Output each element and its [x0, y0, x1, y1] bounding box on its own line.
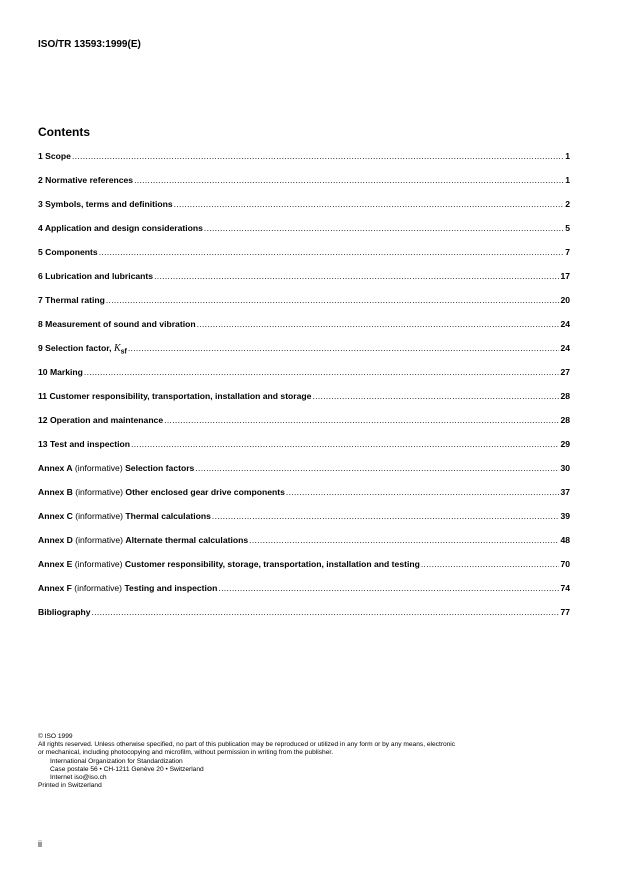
toc-page-number: 48 [560, 535, 570, 545]
toc-page-number: 2 [565, 199, 570, 209]
toc-page-number: 77 [560, 607, 570, 617]
copyright-line: © ISO 1999 [38, 733, 73, 740]
toc-page-number: 37 [560, 487, 570, 497]
internet-contact: Internet iso@iso.ch [50, 774, 107, 782]
toc-entry-title [38, 223, 203, 233]
toc-entry-text: 7 Thermal rating [38, 295, 105, 305]
annex-note: (informative) [72, 559, 125, 569]
contents-heading: Contents [38, 125, 90, 139]
toc-page-number: 28 [560, 415, 570, 425]
toc-entry[interactable] [38, 391, 570, 415]
toc-entry[interactable] [38, 535, 570, 559]
symbol-subscript: sf [120, 348, 127, 356]
toc-page-number: 74 [560, 583, 570, 593]
toc-entry-title [38, 535, 248, 545]
toc-entry[interactable] [38, 367, 570, 391]
annex-label: Annex E [38, 559, 73, 569]
toc-entry-title [38, 175, 133, 185]
symbol-k: K [113, 343, 121, 354]
toc-entry-text: 2 Normative references [38, 175, 134, 185]
toc-entry-text: 11 Customer responsibility, transportation, installation and storage [38, 391, 312, 401]
toc-entry[interactable] [38, 487, 570, 511]
toc-entry-text: 9 Selection factor, [38, 343, 114, 353]
leader-dots [72, 151, 564, 161]
toc-entry-text: Thermal calculations [125, 511, 211, 521]
toc-entry-title [38, 391, 311, 401]
leader-dots [195, 463, 559, 473]
annex-label: Annex D [38, 535, 73, 545]
leader-dots [212, 511, 560, 521]
toc-entry-title [38, 343, 127, 356]
organization-name: International Organization for Standardization [50, 757, 183, 765]
toc-entry-title [38, 199, 173, 209]
toc-entry-text: Testing and inspection [124, 583, 218, 593]
toc-entry-title [38, 367, 83, 377]
toc-page-number: 27 [560, 367, 570, 377]
toc-page-number: 5 [565, 223, 570, 233]
toc-entry[interactable] [38, 175, 570, 199]
toc-entry[interactable] [38, 511, 570, 535]
toc-page-number: 24 [560, 343, 570, 353]
annex-label: Annex F [38, 583, 72, 593]
leader-dots [312, 391, 559, 401]
annex-label: Annex B [38, 487, 73, 497]
toc-entry-text: 3 Symbols, terms and definitions [38, 199, 173, 209]
toc-entry[interactable] [38, 463, 570, 487]
document-id: ISO/TR 13593:1999(E) [38, 39, 141, 50]
toc-page-number: 7 [565, 247, 570, 257]
toc-entry[interactable] [38, 319, 570, 343]
leader-dots [84, 367, 560, 377]
annex-note: (informative) [71, 583, 125, 593]
toc-entry[interactable] [38, 343, 570, 367]
copyright-footer [38, 733, 583, 790]
toc-page-number: 70 [560, 559, 570, 569]
toc-entry-text: 4 Application and design considerations [38, 223, 203, 233]
annex-note: (informative) [72, 487, 126, 497]
toc-entry-text: Bibliography [38, 607, 91, 617]
leader-dots [128, 343, 560, 353]
leader-dots [99, 247, 565, 257]
table-of-contents [38, 151, 570, 631]
toc-entry-text: 5 Components [38, 247, 98, 257]
toc-entry-title [38, 415, 163, 425]
toc-entry-text: 13 Test and inspection [38, 439, 131, 449]
rights-line-1: All rights reserved. Unless otherwise specified, no part of this publication may be reproduced or utilized in any form or by any means, electronic [38, 741, 456, 749]
toc-entry-title [38, 607, 91, 617]
toc-entry-title [38, 319, 196, 329]
toc-page-number: 20 [560, 295, 570, 305]
toc-page-number: 17 [560, 271, 570, 281]
toc-entry-text: Selection factors [125, 463, 195, 473]
toc-entry-text: Other enclosed gear drive components [125, 487, 285, 497]
printed-in: Printed in Switzerland [38, 782, 102, 790]
toc-entry[interactable] [38, 559, 570, 583]
leader-dots [154, 271, 559, 281]
toc-entry-title [38, 247, 98, 257]
leader-dots [421, 559, 560, 569]
toc-entry[interactable] [38, 223, 570, 247]
toc-entry[interactable] [38, 247, 570, 271]
leader-dots [134, 175, 564, 185]
rights-line-2: or mechanical, including photocopying and microfilm, without permission in writing from the publisher. [38, 749, 334, 757]
annex-note: (informative) [72, 463, 126, 473]
toc-entry-text: Alternate thermal calculations [125, 535, 249, 545]
toc-entry[interactable] [38, 295, 570, 319]
toc-entry-title [38, 439, 130, 449]
leader-dots [106, 295, 560, 305]
annex-note: (informative) [72, 535, 126, 545]
toc-entry-text: 12 Operation and maintenance [38, 415, 164, 425]
leader-dots [197, 319, 560, 329]
leader-dots [92, 607, 560, 617]
toc-entry-title [38, 271, 153, 281]
toc-page-number: 24 [560, 319, 570, 329]
toc-entry-title [38, 559, 420, 569]
leader-dots [164, 415, 559, 425]
toc-entry-text: 6 Lubrication and lubricants [38, 271, 154, 281]
toc-entry[interactable] [38, 583, 570, 607]
toc-entry-title [38, 151, 71, 161]
toc-page-number: 29 [560, 439, 570, 449]
toc-entry-title [38, 295, 105, 305]
toc-page-number: 39 [560, 511, 570, 521]
toc-entry[interactable] [38, 271, 570, 295]
annex-label: Annex C [38, 511, 73, 521]
toc-entry-text: 1 Scope [38, 151, 71, 161]
postal-address: Case postale 56 • CH-1211 Genève 20 • Switzerland [50, 765, 204, 773]
leader-dots [218, 583, 559, 593]
toc-entry-text: 10 Marking [38, 367, 83, 377]
leader-dots [131, 439, 559, 449]
toc-entry[interactable] [38, 607, 570, 631]
leader-dots [286, 487, 560, 497]
leader-dots [249, 535, 559, 545]
annex-label: Annex A [38, 463, 73, 473]
toc-entry-title [38, 583, 217, 593]
toc-entry[interactable] [38, 439, 570, 463]
toc-entry[interactable] [38, 415, 570, 439]
toc-entry-text: 8 Measurement of sound and vibration [38, 319, 196, 329]
leader-dots [204, 223, 564, 233]
toc-page-number: 28 [560, 391, 570, 401]
toc-entry[interactable] [38, 199, 570, 223]
leader-dots [174, 199, 565, 209]
page-number: ii [38, 839, 42, 849]
annex-note: (informative) [72, 511, 126, 521]
toc-entry-title [38, 463, 194, 473]
toc-entry-title [38, 511, 211, 521]
toc-page-number: 30 [560, 463, 570, 473]
toc-entry[interactable] [38, 151, 570, 175]
toc-entry-text: Customer responsibility, storage, transportation, installation and testing [124, 559, 420, 569]
toc-entry-title [38, 487, 285, 497]
toc-page-number: 1 [565, 175, 570, 185]
toc-page-number: 1 [565, 151, 570, 161]
